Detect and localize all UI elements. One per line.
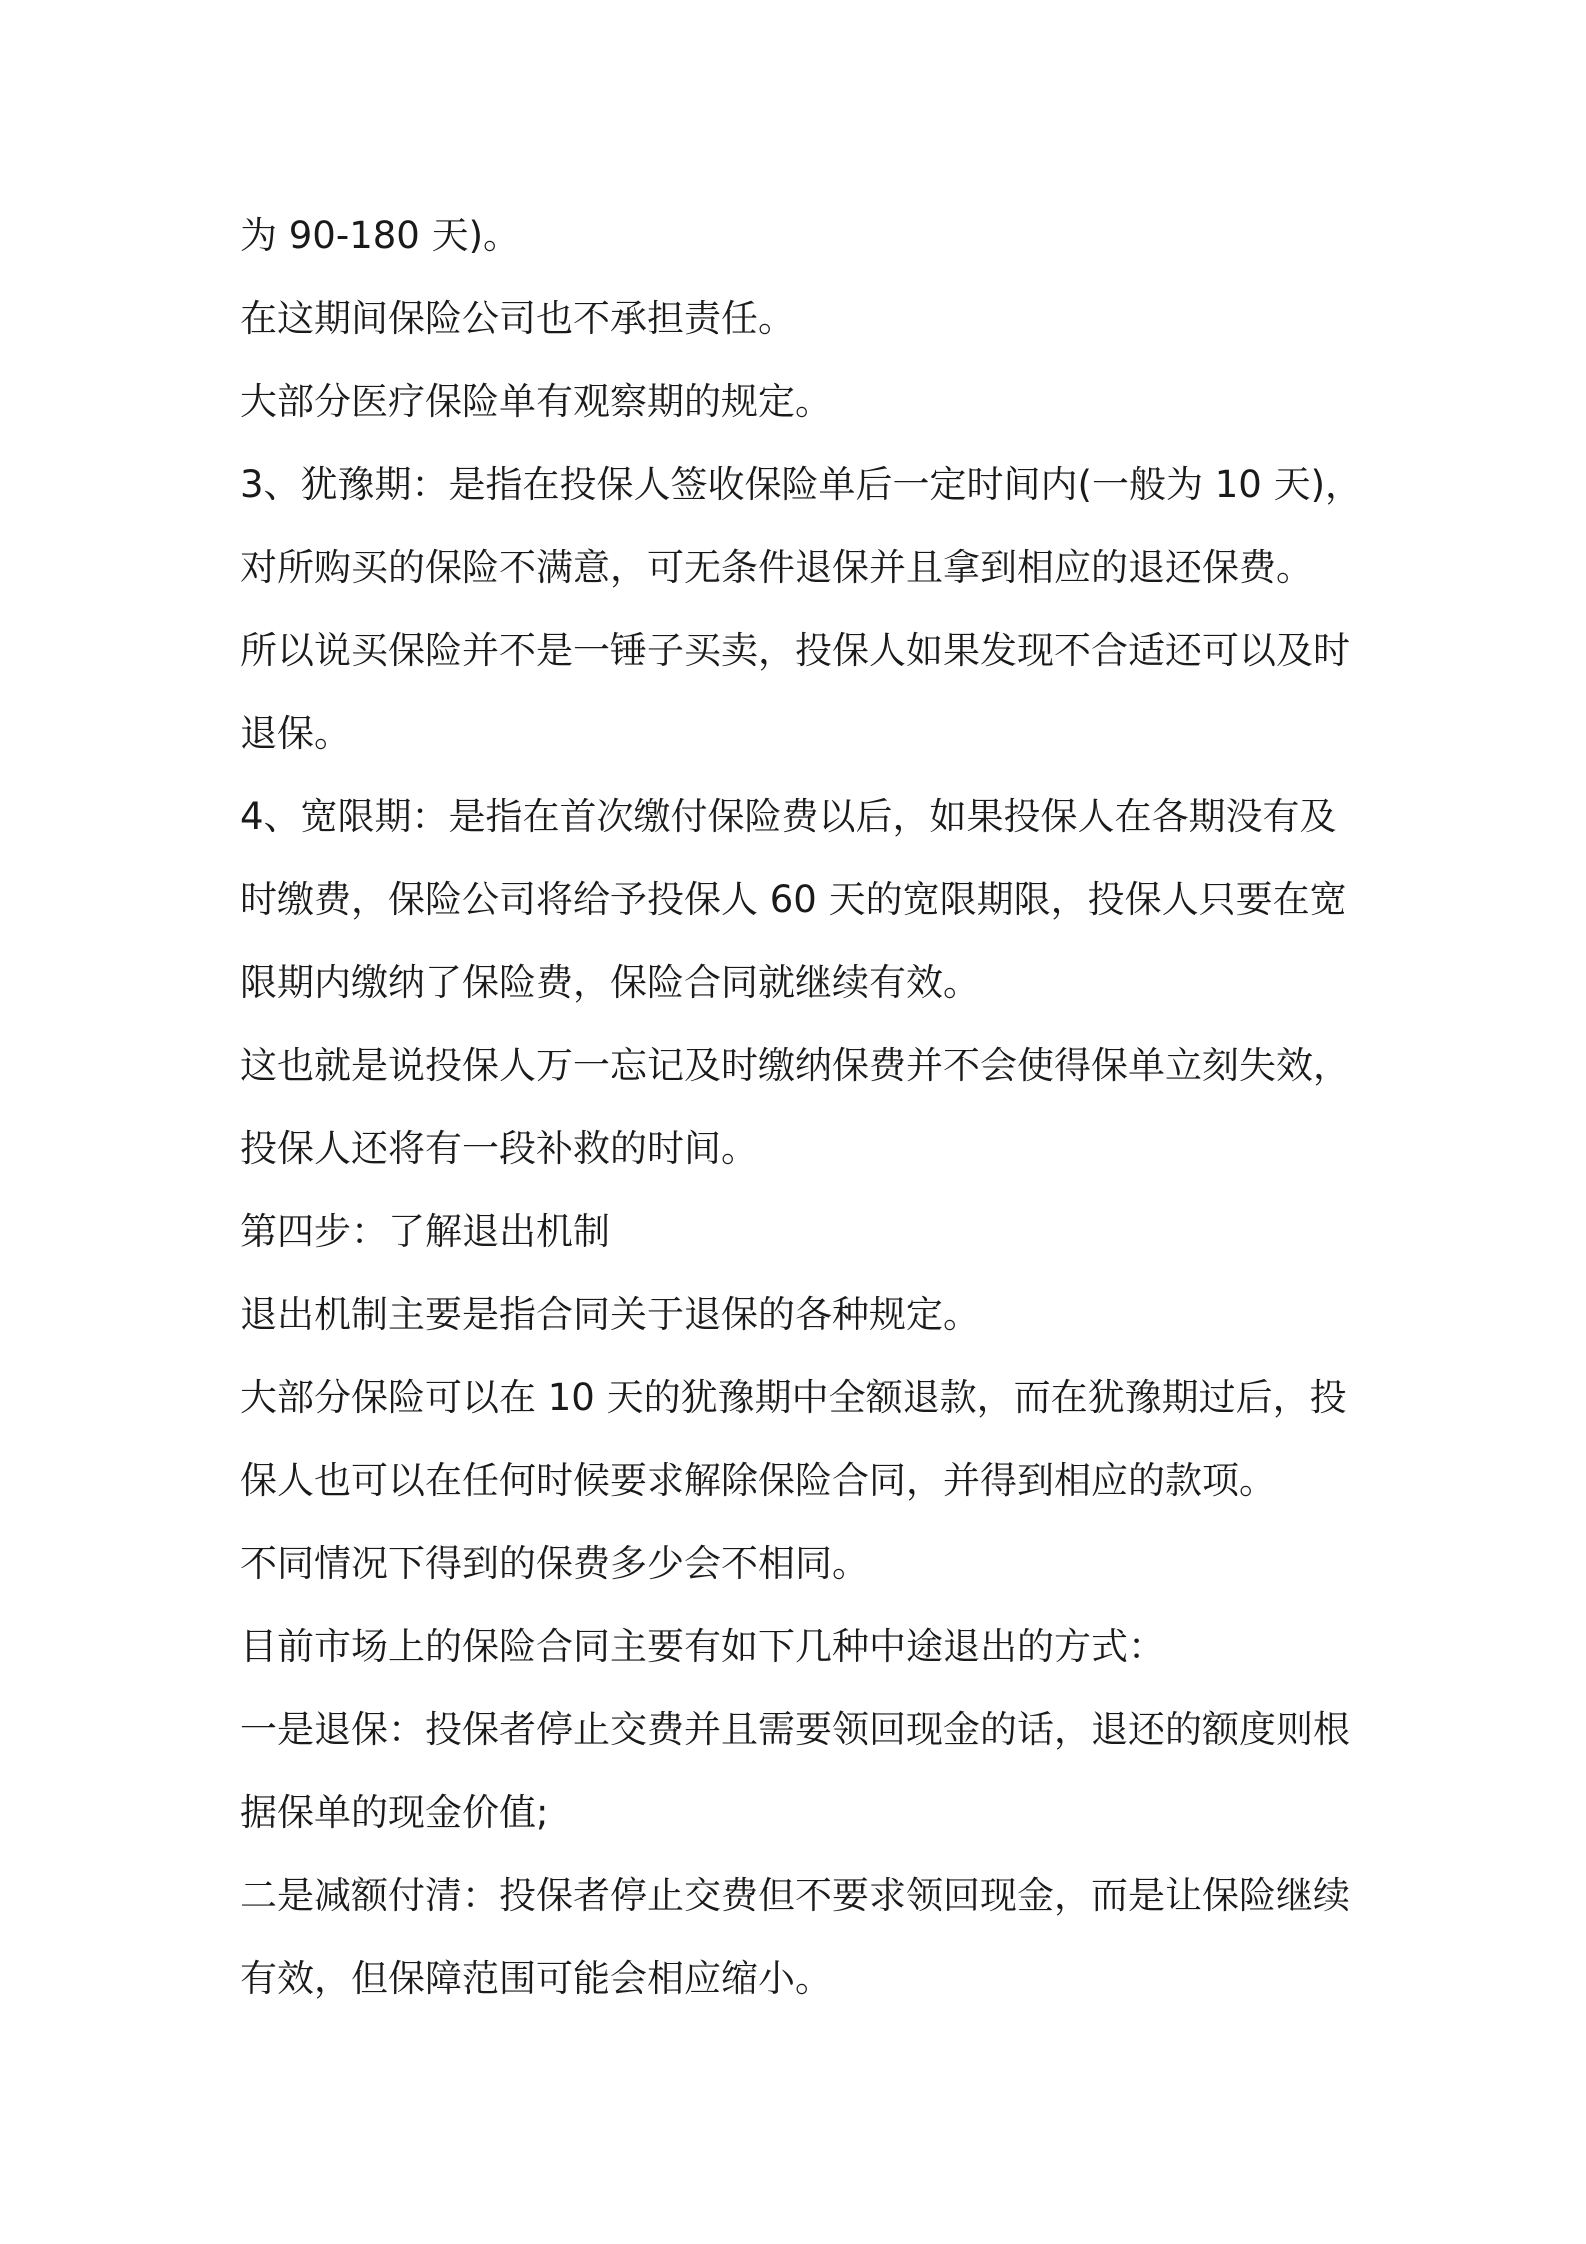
text-line: 所以说买保险并不是一锤子买卖，投保人如果发现不合适还可以及时 xyxy=(240,629,1350,672)
text-line: 保人也可以在任何时候要求解除保险合同，并得到相应的款项。 xyxy=(240,1459,1276,1502)
text-line: 4、宽限期：是指在首次缴付保险费以后，如果投保人在各期没有及 xyxy=(240,795,1337,838)
text-line: 投保人还将有一段补救的时间。 xyxy=(240,1127,758,1170)
paragraph xyxy=(240,1273,1360,1356)
paragraph xyxy=(240,1356,1360,1522)
text-line: 一是退保：投保者停止交费并且需要领回现金的话，退还的额度则根 xyxy=(240,1708,1350,1751)
paragraph-cooling-off-period xyxy=(240,443,1363,609)
paragraph xyxy=(240,1605,1360,1688)
text-line: 3、犹豫期：是指在投保人签收保险单后一定时间内(一般为 10 天)， xyxy=(240,463,1363,506)
text-line: 时缴费，保险公司将给予投保人 60 天的宽限期限，投保人只要在宽 xyxy=(240,878,1347,921)
text-line: 在这期间保险公司也不承担责任。 xyxy=(240,297,795,340)
text-line: 不同情况下得到的保费多少会不相同。 xyxy=(240,1542,869,1585)
document-body xyxy=(240,194,1363,2020)
text-line: 为 90-180 天)。 xyxy=(240,214,521,257)
paragraph xyxy=(240,360,1360,443)
paragraph-grace-period xyxy=(240,775,1360,1024)
text-line: 大部分医疗保险单有观察期的规定。 xyxy=(240,380,832,423)
paragraph-option-surrender xyxy=(240,1688,1360,1854)
text-line: 退保。 xyxy=(240,712,351,755)
paragraph-option-reduced-paid-up xyxy=(240,1854,1360,2020)
text-line: 大部分保险可以在 10 天的犹豫期中全额退款，而在犹豫期过后，投 xyxy=(240,1376,1347,1419)
paragraph xyxy=(240,609,1360,775)
text-line: 对所购买的保险不满意，可无条件退保并且拿到相应的退还保费。 xyxy=(240,546,1313,589)
paragraph xyxy=(240,194,1360,277)
text-line: 限期内缴纳了保险费，保险合同就继续有效。 xyxy=(240,961,980,1004)
text-line: 二是减额付清：投保者停止交费但不要求领回现金，而是让保险继续 xyxy=(240,1874,1350,1917)
paragraph xyxy=(240,1024,1360,1190)
paragraph xyxy=(240,1522,1360,1605)
text-line: 据保单的现金价值; xyxy=(240,1791,549,1834)
section-heading-step-four xyxy=(240,1190,1360,1273)
text-line: 第四步：了解退出机制 xyxy=(240,1210,610,1253)
text-line: 这也就是说投保人万一忘记及时缴纳保费并不会使得保单立刻失效， xyxy=(240,1044,1350,1087)
paragraph xyxy=(240,277,1360,360)
text-line: 退出机制主要是指合同关于退保的各种规定。 xyxy=(240,1293,980,1336)
text-line: 目前市场上的保险合同主要有如下几种中途退出的方式： xyxy=(240,1625,1165,1668)
text-line: 有效，但保障范围可能会相应缩小。 xyxy=(240,1957,832,2000)
